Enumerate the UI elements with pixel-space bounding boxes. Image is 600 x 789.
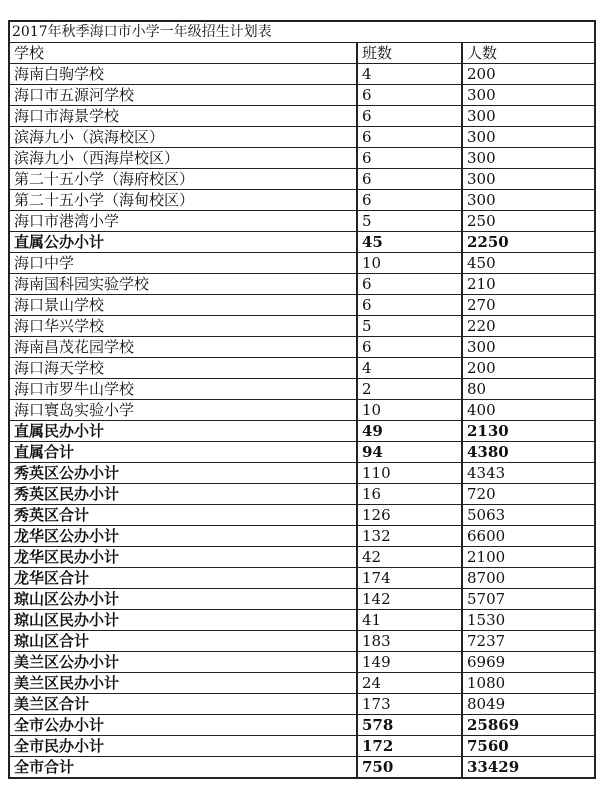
header-row <box>9 43 595 64</box>
class-count-cell: 6 <box>357 190 462 211</box>
school-name-cell: 秀英区民办小计 <box>9 484 357 505</box>
header-students: 人数 <box>462 43 595 64</box>
class-count-cell: 6 <box>357 148 462 169</box>
student-count-cell: 300 <box>462 190 595 211</box>
class-count-cell: 6 <box>357 127 462 148</box>
table-row <box>9 106 595 127</box>
school-name-cell: 秀英区合计 <box>9 505 357 526</box>
school-name-cell: 第二十五小学（海府校区） <box>9 169 357 190</box>
student-count-cell: 7560 <box>462 736 595 757</box>
class-count-cell: 142 <box>357 589 462 610</box>
table-row <box>9 169 595 190</box>
table-row <box>9 694 595 715</box>
class-count-cell: 183 <box>357 631 462 652</box>
student-count-cell: 6969 <box>462 652 595 673</box>
class-count-cell: 174 <box>357 568 462 589</box>
student-count-cell: 720 <box>462 484 595 505</box>
school-name-cell: 琼山区合计 <box>9 631 357 652</box>
student-count-cell: 300 <box>462 106 595 127</box>
school-name-cell: 美兰区合计 <box>9 694 357 715</box>
table-row <box>9 358 595 379</box>
school-name-cell: 龙华区合计 <box>9 568 357 589</box>
enrollment-sheet <box>8 20 594 779</box>
school-name-cell: 龙华区民办小计 <box>9 547 357 568</box>
student-count-cell: 400 <box>462 400 595 421</box>
table-row <box>9 274 595 295</box>
student-count-cell: 1530 <box>462 610 595 631</box>
student-count-cell: 4380 <box>462 442 595 463</box>
school-name-cell: 海口市港湾小学 <box>9 211 357 232</box>
class-count-cell: 2 <box>357 379 462 400</box>
school-name-cell: 滨海九小（西海岸校区） <box>9 148 357 169</box>
student-count-cell: 2250 <box>462 232 595 253</box>
table-row <box>9 568 595 589</box>
school-name-cell: 海口中学 <box>9 253 357 274</box>
class-count-cell: 10 <box>357 253 462 274</box>
class-count-cell: 172 <box>357 736 462 757</box>
table-row <box>9 232 595 253</box>
class-count-cell: 24 <box>357 673 462 694</box>
class-count-cell: 4 <box>357 64 462 85</box>
student-count-cell: 80 <box>462 379 595 400</box>
student-count-cell: 2130 <box>462 421 595 442</box>
student-count-cell: 300 <box>462 85 595 106</box>
class-count-cell: 5 <box>357 211 462 232</box>
table-row <box>9 85 595 106</box>
school-name-cell: 海口市五源河学校 <box>9 85 357 106</box>
school-name-cell: 海口市罗牛山学校 <box>9 379 357 400</box>
table-row <box>9 463 595 484</box>
class-count-cell: 5 <box>357 316 462 337</box>
table-row <box>9 715 595 736</box>
school-name-cell: 海南国科园实验学校 <box>9 274 357 295</box>
class-count-cell: 94 <box>357 442 462 463</box>
table-row <box>9 610 595 631</box>
table-row <box>9 631 595 652</box>
table-row <box>9 484 595 505</box>
table-row <box>9 253 595 274</box>
student-count-cell: 270 <box>462 295 595 316</box>
school-name-cell: 直属民办小计 <box>9 421 357 442</box>
student-count-cell: 250 <box>462 211 595 232</box>
student-count-cell: 200 <box>462 64 595 85</box>
table-row <box>9 589 595 610</box>
table-row <box>9 442 595 463</box>
table-row <box>9 127 595 148</box>
school-name-cell: 海口华兴学校 <box>9 316 357 337</box>
table-row <box>9 652 595 673</box>
class-count-cell: 45 <box>357 232 462 253</box>
school-name-cell: 滨海九小（滨海校区） <box>9 127 357 148</box>
enrollment-table <box>8 20 596 779</box>
school-name-cell: 海口寰岛实验小学 <box>9 400 357 421</box>
student-count-cell: 33429 <box>462 757 595 779</box>
table-row <box>9 736 595 757</box>
class-count-cell: 6 <box>357 274 462 295</box>
class-count-cell: 110 <box>357 463 462 484</box>
school-name-cell: 海南白驹学校 <box>9 64 357 85</box>
student-count-cell: 8700 <box>462 568 595 589</box>
class-count-cell: 41 <box>357 610 462 631</box>
school-name-cell: 全市民办小计 <box>9 736 357 757</box>
table-title: 2017年秋季海口市小学一年级招生计划表 <box>9 21 595 43</box>
class-count-cell: 6 <box>357 106 462 127</box>
school-name-cell: 龙华区公办小计 <box>9 526 357 547</box>
class-count-cell: 10 <box>357 400 462 421</box>
class-count-cell: 173 <box>357 694 462 715</box>
table-row <box>9 421 595 442</box>
class-count-cell: 42 <box>357 547 462 568</box>
table-row <box>9 190 595 211</box>
student-count-cell: 6600 <box>462 526 595 547</box>
student-count-cell: 1080 <box>462 673 595 694</box>
class-count-cell: 578 <box>357 715 462 736</box>
school-name-cell: 美兰区公办小计 <box>9 652 357 673</box>
table-row <box>9 505 595 526</box>
student-count-cell: 300 <box>462 169 595 190</box>
student-count-cell: 300 <box>462 337 595 358</box>
student-count-cell: 300 <box>462 148 595 169</box>
table-row <box>9 673 595 694</box>
table-row <box>9 64 595 85</box>
student-count-cell: 200 <box>462 358 595 379</box>
class-count-cell: 6 <box>357 295 462 316</box>
class-count-cell: 6 <box>357 169 462 190</box>
table-row <box>9 547 595 568</box>
school-name-cell: 美兰区民办小计 <box>9 673 357 694</box>
class-count-cell: 126 <box>357 505 462 526</box>
school-name-cell: 全市公办小计 <box>9 715 357 736</box>
class-count-cell: 49 <box>357 421 462 442</box>
class-count-cell: 16 <box>357 484 462 505</box>
class-count-cell: 132 <box>357 526 462 547</box>
school-name-cell: 秀英区公办小计 <box>9 463 357 484</box>
student-count-cell: 25869 <box>462 715 595 736</box>
student-count-cell: 450 <box>462 253 595 274</box>
class-count-cell: 4 <box>357 358 462 379</box>
school-name-cell: 第二十五小学（海甸校区） <box>9 190 357 211</box>
school-name-cell: 直属合计 <box>9 442 357 463</box>
class-count-cell: 6 <box>357 337 462 358</box>
school-name-cell: 全市合计 <box>9 757 357 779</box>
student-count-cell: 5063 <box>462 505 595 526</box>
school-name-cell: 海口海天学校 <box>9 358 357 379</box>
student-count-cell: 5707 <box>462 589 595 610</box>
table-row <box>9 211 595 232</box>
header-classes: 班数 <box>357 43 462 64</box>
student-count-cell: 300 <box>462 127 595 148</box>
table-row <box>9 316 595 337</box>
table-row <box>9 148 595 169</box>
student-count-cell: 7237 <box>462 631 595 652</box>
class-count-cell: 6 <box>357 85 462 106</box>
table-row <box>9 757 595 779</box>
student-count-cell: 210 <box>462 274 595 295</box>
table-row <box>9 379 595 400</box>
school-name-cell: 海南昌茂花园学校 <box>9 337 357 358</box>
table-row <box>9 400 595 421</box>
school-name-cell: 海口市海景学校 <box>9 106 357 127</box>
school-name-cell: 直属公办小计 <box>9 232 357 253</box>
table-row <box>9 337 595 358</box>
table-row <box>9 295 595 316</box>
student-count-cell: 4343 <box>462 463 595 484</box>
student-count-cell: 220 <box>462 316 595 337</box>
class-count-cell: 149 <box>357 652 462 673</box>
title-row <box>9 21 595 43</box>
school-name-cell: 海口景山学校 <box>9 295 357 316</box>
table-row <box>9 526 595 547</box>
header-school: 学校 <box>9 43 357 64</box>
class-count-cell: 750 <box>357 757 462 779</box>
student-count-cell: 2100 <box>462 547 595 568</box>
student-count-cell: 8049 <box>462 694 595 715</box>
school-name-cell: 琼山区公办小计 <box>9 589 357 610</box>
school-name-cell: 琼山区民办小计 <box>9 610 357 631</box>
